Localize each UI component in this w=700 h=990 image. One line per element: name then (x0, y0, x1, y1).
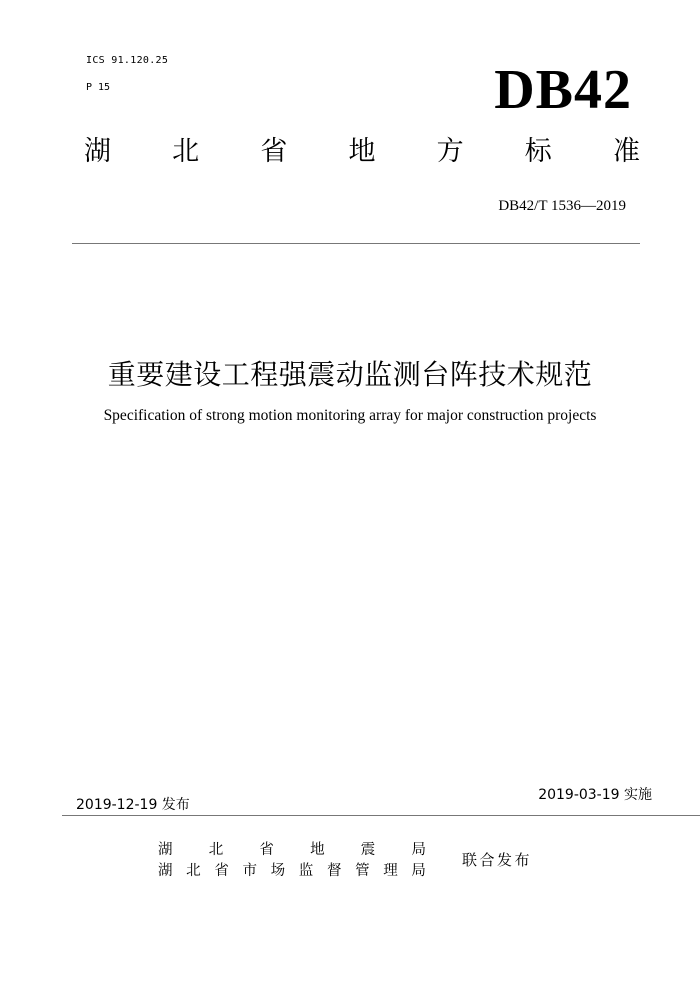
issue-date: 2019-12-19 发布 (76, 797, 190, 813)
issuer-earthquake-bureau (158, 840, 426, 860)
header-divider (72, 243, 640, 244)
footer-divider (62, 815, 700, 816)
issuer-char: 省 (259, 842, 274, 858)
standard-type-char: 准 (612, 136, 640, 167)
issuer-char: 市 (242, 863, 257, 879)
document-title-chinese: 重要建设工程强震动监测台阵技术规范 (107, 358, 593, 391)
issuer-char: 北 (186, 863, 201, 879)
issuer-char: 北 (208, 842, 224, 858)
issuer-char: 地 (310, 842, 325, 858)
issuer-char: 督 (326, 863, 342, 879)
issuer-char: 湖 (158, 863, 173, 879)
issuer-char: 湖 (158, 842, 173, 858)
db42-logo: DB42 (494, 59, 632, 121)
issuer-char: 监 (298, 863, 314, 879)
issuer-char: 局 (411, 863, 426, 879)
issuer-char: 震 (360, 842, 376, 858)
document-title-english: Specification of strong motion monitoring array for major construction projects (103, 407, 597, 424)
standard-number: DB42/T 1536—2019 (498, 198, 626, 214)
standard-type (84, 136, 640, 168)
standard-type-char: 地 (348, 136, 376, 167)
standard-type-char: 北 (172, 136, 200, 167)
issuing-authorities (158, 840, 426, 881)
ics-code: ICS 91.120.25 (86, 55, 169, 66)
issuer-char: 局 (411, 842, 426, 858)
standard-type-char: 湖 (84, 136, 111, 167)
standard-type-char: 方 (436, 136, 464, 167)
issuer-market-regulation-bureau (158, 861, 426, 881)
standard-type-char: 省 (260, 136, 288, 167)
issuer-char: 理 (383, 863, 398, 879)
issuer-char: 场 (270, 863, 286, 879)
joint-release-label: 联合发布 (462, 851, 533, 869)
issuer-char: 省 (214, 863, 229, 879)
standard-type-char: 标 (524, 136, 552, 167)
ccs-code: P 15 (86, 82, 111, 93)
issuer-char: 管 (355, 863, 370, 879)
implementation-date: 2019-03-19 实施 (538, 787, 652, 803)
